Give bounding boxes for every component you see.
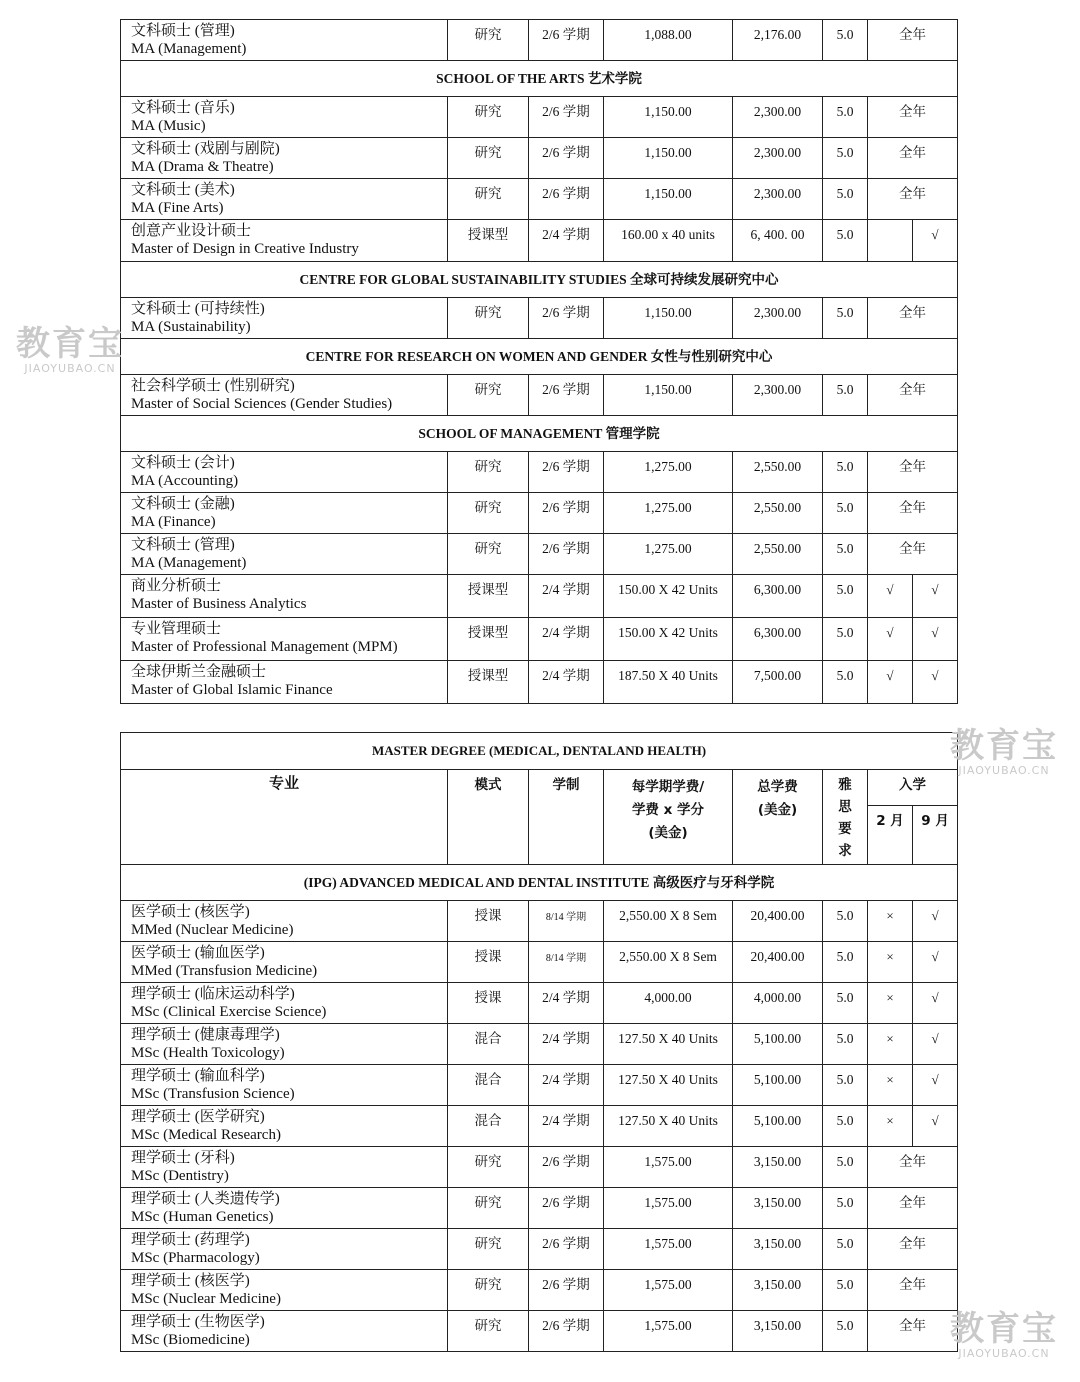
duration-cell: 2/6 学期 <box>529 179 604 220</box>
fee-per-semester-cell: 187.50 X 40 Units <box>604 661 733 704</box>
program-name-zh: 文科硕士 (管理) <box>131 23 235 39</box>
intake-sep-cell: √ <box>913 942 958 983</box>
ielts-requirement-cell: 5.0 <box>823 452 868 493</box>
program-name-en: MSc (Clinical Exercise Science) <box>131 1004 327 1020</box>
fee-per-semester-cell: 160.00 x 40 units <box>604 220 733 262</box>
duration-cell: 2/6 学期 <box>529 493 604 534</box>
ielts-requirement-cell: 5.0 <box>823 1147 868 1188</box>
program-name-en: Master of Design in Creative Industry <box>131 241 359 257</box>
program-name-zh: 理学硕士 (输血科学) <box>131 1068 265 1084</box>
program-name-cell <box>121 220 448 262</box>
fee-per-semester-cell: 1,150.00 <box>604 375 733 416</box>
total-fee-cell: 20,400.00 <box>733 942 823 983</box>
program-name-zh: 理学硕士 (临床运动科学) <box>131 986 295 1002</box>
watermark <box>16 326 124 375</box>
header-ielts-char: 要 <box>838 821 852 837</box>
fee-per-semester-cell: 127.50 X 40 Units <box>604 1024 733 1065</box>
header-total-line1: 总学费 <box>757 779 798 795</box>
total-fee-cell: 2,300.00 <box>733 298 823 339</box>
total-fee-cell: 5,100.00 <box>733 1065 823 1106</box>
study-mode-cell: 授课型 <box>448 661 529 704</box>
total-fee-cell: 2,550.00 <box>733 534 823 575</box>
intake-feb-cell: × <box>868 1106 913 1147</box>
table-row <box>121 1147 958 1188</box>
program-name-cell <box>121 1311 448 1352</box>
header-total-line2: (美金) <box>757 802 798 818</box>
study-mode-cell: 研究 <box>448 1188 529 1229</box>
table-row <box>121 20 958 61</box>
table-row <box>121 375 958 416</box>
intake-sep-cell: √ <box>913 220 958 262</box>
total-fee-cell: 6,300.00 <box>733 618 823 661</box>
section-title: CENTRE FOR GLOBAL SUSTAINABILITY STUDIES 全球可持续发展研究中心 <box>121 262 958 298</box>
study-mode-cell: 研究 <box>448 97 529 138</box>
intake-sep-cell: √ <box>913 1106 958 1147</box>
program-name-cell <box>121 1065 448 1106</box>
table-row <box>121 1311 958 1352</box>
ielts-requirement-cell: 5.0 <box>823 220 868 262</box>
program-name-cell <box>121 1106 448 1147</box>
total-fee-cell: 4,000.00 <box>733 983 823 1024</box>
table-title: MASTER DEGREE (MEDICAL, DENTALAND HEALTH) <box>121 733 958 770</box>
program-name-en: MSc (Health Toxicology) <box>131 1045 285 1061</box>
program-name-zh: 专业管理硕士 <box>131 621 222 637</box>
intake-cell: 全年 <box>868 1188 958 1229</box>
program-name-zh: 理学硕士 (核医学) <box>131 1273 250 1289</box>
fee-per-semester-cell: 4,000.00 <box>604 983 733 1024</box>
program-name-en: MSc (Nuclear Medicine) <box>131 1291 281 1307</box>
header-fee-line2: 学费 x 学分 <box>631 802 705 818</box>
study-mode-cell: 研究 <box>448 534 529 575</box>
intake-cell: 全年 <box>868 298 958 339</box>
fee-per-semester-cell: 127.50 X 40 Units <box>604 1065 733 1106</box>
program-name-en: MMed (Nuclear Medicine) <box>131 922 294 938</box>
ielts-requirement-cell: 5.0 <box>823 179 868 220</box>
study-mode-cell: 混合 <box>448 1106 529 1147</box>
study-mode-cell: 授课型 <box>448 575 529 618</box>
ielts-requirement-cell: 5.0 <box>823 1065 868 1106</box>
header-fee-line3: (美金) <box>648 825 688 841</box>
fee-per-semester-cell: 1,150.00 <box>604 298 733 339</box>
intake-cell: 全年 <box>868 1311 958 1352</box>
total-fee-cell: 20,400.00 <box>733 901 823 942</box>
study-mode-cell: 授课 <box>448 983 529 1024</box>
program-name-en: MSc (Biomedicine) <box>131 1332 250 1348</box>
ielts-requirement-cell: 5.0 <box>823 375 868 416</box>
header-total <box>733 770 823 865</box>
study-mode-cell: 研究 <box>448 1270 529 1311</box>
intake-sep-cell: √ <box>913 661 958 704</box>
watermark-url: JIAOYUBAO.CN <box>958 764 1050 777</box>
table-row <box>121 220 958 262</box>
table-row <box>121 661 958 704</box>
header-intake-sep: 9 月 <box>913 806 958 865</box>
program-name-cell <box>121 375 448 416</box>
program-name-cell <box>121 97 448 138</box>
study-mode-cell: 研究 <box>448 20 529 61</box>
table-row <box>121 1270 958 1311</box>
program-name-cell <box>121 1270 448 1311</box>
ielts-requirement-cell: 5.0 <box>823 618 868 661</box>
study-mode-cell: 研究 <box>448 179 529 220</box>
program-name-en: MSc (Medical Research) <box>131 1127 281 1143</box>
program-name-en: MA (Drama & Theatre) <box>131 159 274 175</box>
watermark <box>950 728 1058 777</box>
ielts-requirement-cell: 5.0 <box>823 901 868 942</box>
total-fee-cell: 2,550.00 <box>733 493 823 534</box>
study-mode-cell: 研究 <box>448 1147 529 1188</box>
ielts-requirement-cell: 5.0 <box>823 534 868 575</box>
study-mode-cell: 研究 <box>448 375 529 416</box>
section-header-row <box>121 262 958 298</box>
intake-cell: 全年 <box>868 179 958 220</box>
ielts-requirement-cell: 5.0 <box>823 983 868 1024</box>
intake-cell: 全年 <box>868 97 958 138</box>
program-name-zh: 理学硕士 (人类遗传学) <box>131 1191 280 1207</box>
study-mode-cell: 研究 <box>448 138 529 179</box>
section-header-row <box>121 416 958 452</box>
watermark-logo: 教育宝 <box>950 1309 1058 1349</box>
header-fee <box>604 770 733 865</box>
table-row <box>121 1065 958 1106</box>
table-row <box>121 942 958 983</box>
duration-cell: 2/6 学期 <box>529 298 604 339</box>
intake-cell: 全年 <box>868 1270 958 1311</box>
fee-per-semester-cell: 1,575.00 <box>604 1229 733 1270</box>
study-mode-cell: 研究 <box>448 298 529 339</box>
program-name-en: MMed (Transfusion Medicine) <box>131 963 318 979</box>
program-name-zh: 医学硕士 (输血医学) <box>131 945 265 961</box>
duration-cell: 8/14 学期 <box>529 942 604 983</box>
duration-cell: 2/4 学期 <box>529 983 604 1024</box>
table-row <box>121 298 958 339</box>
program-name-en: MA (Management) <box>131 41 247 57</box>
study-mode-cell: 授课型 <box>448 220 529 262</box>
header-ielts <box>823 770 868 865</box>
program-name-zh: 文科硕士 (可持续性) <box>131 301 265 317</box>
program-name-zh: 文科硕士 (音乐) <box>131 100 235 116</box>
header-program: 专业 <box>121 770 448 865</box>
study-mode-cell: 研究 <box>448 1229 529 1270</box>
intake-cell: 全年 <box>868 452 958 493</box>
total-fee-cell: 2,300.00 <box>733 97 823 138</box>
intake-cell: 全年 <box>868 1229 958 1270</box>
duration-cell: 2/6 学期 <box>529 1229 604 1270</box>
duration-cell: 2/6 学期 <box>529 20 604 61</box>
watermark-url: JIAOYUBAO.CN <box>958 1347 1050 1360</box>
table-row <box>121 1229 958 1270</box>
duration-cell: 2/6 学期 <box>529 97 604 138</box>
program-name-cell <box>121 1024 448 1065</box>
intake-sep-cell: √ <box>913 901 958 942</box>
program-name-cell <box>121 179 448 220</box>
table-row <box>121 493 958 534</box>
program-name-zh: 理学硕士 (医学研究) <box>131 1109 265 1125</box>
program-name-cell <box>121 534 448 575</box>
program-name-cell <box>121 1147 448 1188</box>
duration-cell: 2/6 学期 <box>529 1311 604 1352</box>
program-name-cell <box>121 1188 448 1229</box>
fee-per-semester-cell: 2,550.00 X 8 Sem <box>604 942 733 983</box>
duration-cell: 2/4 学期 <box>529 1024 604 1065</box>
intake-feb-cell: × <box>868 942 913 983</box>
ielts-requirement-cell: 5.0 <box>823 20 868 61</box>
program-name-zh: 理学硕士 (生物医学) <box>131 1314 265 1330</box>
study-mode-cell: 研究 <box>448 1311 529 1352</box>
duration-cell: 2/6 学期 <box>529 1270 604 1311</box>
program-name-en: MA (Sustainability) <box>131 319 251 335</box>
table-row <box>121 575 958 618</box>
intake-cell: 全年 <box>868 20 958 61</box>
medical-program-fee-table <box>120 732 958 1352</box>
intake-cell: 全年 <box>868 493 958 534</box>
section-title: SCHOOL OF THE ARTS 艺术学院 <box>121 61 958 97</box>
ielts-requirement-cell: 5.0 <box>823 1311 868 1352</box>
fee-per-semester-cell: 1,150.00 <box>604 138 733 179</box>
intake-feb-cell: × <box>868 983 913 1024</box>
intake-sep-cell: √ <box>913 618 958 661</box>
table-row <box>121 138 958 179</box>
duration-cell: 8/14 学期 <box>529 901 604 942</box>
table-row <box>121 97 958 138</box>
fee-per-semester-cell: 150.00 X 42 Units <box>604 575 733 618</box>
program-name-cell <box>121 20 448 61</box>
program-name-en: MSc (Dentistry) <box>131 1168 229 1184</box>
intake-cell: 全年 <box>868 375 958 416</box>
fee-per-semester-cell: 1,150.00 <box>604 179 733 220</box>
total-fee-cell: 2,300.00 <box>733 375 823 416</box>
duration-cell: 2/6 学期 <box>529 1188 604 1229</box>
duration-cell: 2/4 学期 <box>529 1065 604 1106</box>
section-title: SCHOOL OF MANAGEMENT 管理学院 <box>121 416 958 452</box>
intake-feb-cell: × <box>868 1024 913 1065</box>
section-title: CENTRE FOR RESEARCH ON WOMEN AND GENDER 女性与性别研究中心 <box>121 339 958 375</box>
ielts-requirement-cell: 5.0 <box>823 1106 868 1147</box>
study-mode-cell: 授课型 <box>448 618 529 661</box>
header-ielts-char: 雅 <box>838 777 852 793</box>
study-mode-cell: 授课 <box>448 942 529 983</box>
watermark-url: JIAOYUBAO.CN <box>24 362 116 375</box>
ielts-requirement-cell: 5.0 <box>823 298 868 339</box>
fee-per-semester-cell: 1,575.00 <box>604 1147 733 1188</box>
ielts-requirement-cell: 5.0 <box>823 97 868 138</box>
total-fee-cell: 3,150.00 <box>733 1270 823 1311</box>
program-name-zh: 文科硕士 (戏剧与剧院) <box>131 141 280 157</box>
total-fee-cell: 2,550.00 <box>733 452 823 493</box>
duration-cell: 2/4 学期 <box>529 220 604 262</box>
ielts-requirement-cell: 5.0 <box>823 661 868 704</box>
program-name-en: MSc (Pharmacology) <box>131 1250 260 1266</box>
program-name-en: MA (Accounting) <box>131 473 239 489</box>
intake-cell: 全年 <box>868 138 958 179</box>
table-row <box>121 1106 958 1147</box>
header-mode: 模式 <box>448 770 529 865</box>
total-fee-cell: 2,300.00 <box>733 179 823 220</box>
program-name-cell <box>121 493 448 534</box>
fee-per-semester-cell: 2,550.00 X 8 Sem <box>604 901 733 942</box>
total-fee-cell: 7,500.00 <box>733 661 823 704</box>
header-ielts-char: 求 <box>838 843 852 859</box>
ielts-requirement-cell: 5.0 <box>823 1024 868 1065</box>
ielts-requirement-cell: 5.0 <box>823 1270 868 1311</box>
total-fee-cell: 3,150.00 <box>733 1229 823 1270</box>
program-name-en: MSc (Human Genetics) <box>131 1209 274 1225</box>
program-name-zh: 创意产业设计硕士 <box>131 223 252 239</box>
program-name-en: MSc (Transfusion Science) <box>131 1086 295 1102</box>
program-name-zh: 文科硕士 (管理) <box>131 537 235 553</box>
study-mode-cell: 混合 <box>448 1065 529 1106</box>
ielts-requirement-cell: 5.0 <box>823 575 868 618</box>
intake-sep-cell: √ <box>913 1065 958 1106</box>
ielts-requirement-cell: 5.0 <box>823 1229 868 1270</box>
total-fee-cell: 2,300.00 <box>733 138 823 179</box>
fee-per-semester-cell: 1,150.00 <box>604 97 733 138</box>
fee-per-semester-cell: 1,575.00 <box>604 1270 733 1311</box>
watermark-logo: 教育宝 <box>16 324 124 364</box>
program-name-en: MA (Finance) <box>131 514 216 530</box>
duration-cell: 2/4 学期 <box>529 575 604 618</box>
duration-cell: 2/6 学期 <box>529 452 604 493</box>
duration-cell: 2/6 学期 <box>529 1147 604 1188</box>
duration-cell: 2/6 学期 <box>529 534 604 575</box>
fee-per-semester-cell: 127.50 X 40 Units <box>604 1106 733 1147</box>
program-name-cell <box>121 983 448 1024</box>
fee-per-semester-cell: 1,575.00 <box>604 1311 733 1352</box>
total-fee-cell: 6, 400. 00 <box>733 220 823 262</box>
fee-per-semester-cell: 1,275.00 <box>604 534 733 575</box>
intake-sep-cell: √ <box>913 983 958 1024</box>
program-name-zh: 社会科学硕士 (性别研究) <box>131 378 295 394</box>
table-row <box>121 901 958 942</box>
total-fee-cell: 5,100.00 <box>733 1106 823 1147</box>
duration-cell: 2/6 学期 <box>529 375 604 416</box>
intake-cell: 全年 <box>868 534 958 575</box>
ielts-requirement-cell: 5.0 <box>823 942 868 983</box>
total-fee-cell: 2,176.00 <box>733 20 823 61</box>
program-name-en: MA (Fine Arts) <box>131 200 224 216</box>
intake-feb-cell <box>868 220 913 262</box>
total-fee-cell: 3,150.00 <box>733 1147 823 1188</box>
section-title: (IPG) ADVANCED MEDICAL AND DENTAL INSTITUTE 高级医疗与牙科学院 <box>121 865 958 901</box>
header-intake: 入学 <box>868 770 958 806</box>
watermark <box>950 1311 1058 1360</box>
intake-feb-cell: × <box>868 901 913 942</box>
table-row <box>121 1188 958 1229</box>
program-name-cell <box>121 452 448 493</box>
program-name-zh: 全球伊斯兰金融硕士 <box>131 664 267 680</box>
total-fee-cell: 5,100.00 <box>733 1024 823 1065</box>
ielts-requirement-cell: 5.0 <box>823 493 868 534</box>
total-fee-cell: 3,150.00 <box>733 1188 823 1229</box>
table-row <box>121 534 958 575</box>
program-name-cell <box>121 298 448 339</box>
program-name-en: MA (Management) <box>131 555 247 571</box>
duration-cell: 2/4 学期 <box>529 661 604 704</box>
program-name-zh: 文科硕士 (会计) <box>131 455 235 471</box>
program-name-zh: 文科硕士 (美术) <box>131 182 235 198</box>
program-name-cell <box>121 661 448 704</box>
study-mode-cell: 研究 <box>448 452 529 493</box>
header-ielts-char: 思 <box>838 799 852 815</box>
intake-cell: 全年 <box>868 1147 958 1188</box>
section-header-row <box>121 61 958 97</box>
table-row <box>121 618 958 661</box>
intake-feb-cell: × <box>868 1065 913 1106</box>
program-name-en: Master of Social Sciences (Gender Studies) <box>131 396 393 412</box>
watermark-logo: 教育宝 <box>950 726 1058 766</box>
program-name-zh: 商业分析硕士 <box>131 578 222 594</box>
table-row <box>121 452 958 493</box>
fee-per-semester-cell: 1,275.00 <box>604 493 733 534</box>
program-name-cell <box>121 901 448 942</box>
section-header-row <box>121 865 958 901</box>
program-name-zh: 医学硕士 (核医学) <box>131 904 250 920</box>
fee-per-semester-cell: 150.00 X 42 Units <box>604 618 733 661</box>
program-name-en: Master of Professional Management (MPM) <box>131 639 398 655</box>
intake-feb-cell: √ <box>868 661 913 704</box>
header-duration: 学制 <box>529 770 604 865</box>
intake-sep-cell: √ <box>913 1024 958 1065</box>
duration-cell: 2/4 学期 <box>529 1106 604 1147</box>
intake-sep-cell: √ <box>913 575 958 618</box>
program-name-en: MA (Music) <box>131 118 206 134</box>
study-mode-cell: 研究 <box>448 493 529 534</box>
program-name-zh: 文科硕士 (金融) <box>131 496 235 512</box>
ielts-requirement-cell: 5.0 <box>823 1188 868 1229</box>
program-name-cell <box>121 618 448 661</box>
fee-per-semester-cell: 1,088.00 <box>604 20 733 61</box>
table-row <box>121 1024 958 1065</box>
header-fee-line1: 每学期学费/ <box>631 779 705 795</box>
program-name-zh: 理学硕士 (药理学) <box>131 1232 250 1248</box>
program-name-cell <box>121 942 448 983</box>
fee-per-semester-cell: 1,275.00 <box>604 452 733 493</box>
program-fee-table-upper <box>120 19 958 704</box>
program-name-en: Master of Global Islamic Finance <box>131 682 333 698</box>
fee-per-semester-cell: 1,575.00 <box>604 1188 733 1229</box>
intake-feb-cell: √ <box>868 618 913 661</box>
program-name-cell <box>121 575 448 618</box>
duration-cell: 2/4 学期 <box>529 618 604 661</box>
section-header-row <box>121 339 958 375</box>
program-name-cell <box>121 1229 448 1270</box>
program-name-zh: 理学硕士 (健康毒理学) <box>131 1027 280 1043</box>
intake-feb-cell: √ <box>868 575 913 618</box>
program-name-en: Master of Business Analytics <box>131 596 307 612</box>
program-name-zh: 理学硕士 (牙科) <box>131 1150 235 1166</box>
study-mode-cell: 混合 <box>448 1024 529 1065</box>
program-name-cell <box>121 138 448 179</box>
total-fee-cell: 3,150.00 <box>733 1311 823 1352</box>
duration-cell: 2/6 学期 <box>529 138 604 179</box>
ielts-requirement-cell: 5.0 <box>823 138 868 179</box>
table-row <box>121 179 958 220</box>
study-mode-cell: 授课 <box>448 901 529 942</box>
header-intake-feb: 2 月 <box>868 806 913 865</box>
table-row <box>121 983 958 1024</box>
total-fee-cell: 6,300.00 <box>733 575 823 618</box>
